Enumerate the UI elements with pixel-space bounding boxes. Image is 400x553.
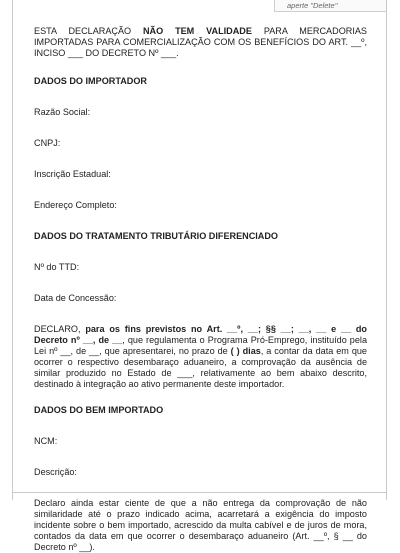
declaration-part-c: , que regulamenta o Programa Pró-Emprego, instituído pela Lei nº __, de __, que apresentarei, no prazo de bbox=[34, 335, 367, 356]
importer-section-title: DADOS DO IMPORTADOR bbox=[34, 76, 147, 86]
declaration-part-b: para os fins previstos no Art. __º, __; §§ __; __, __ e __ do Decreto nº __, de __ bbox=[34, 324, 367, 345]
declaration-part-e: , a contar da data em que ocorrer o respectivo desembaraço aduaneiro, a comprovação da ausência de similar produzido no Estado de ___, relativamente ao bem abaixo descrito, destinado à integração ao ativo permanente deste importador. bbox=[34, 346, 367, 389]
field-descricao: Descrição: bbox=[34, 467, 77, 477]
closing-paragraph: Declaro ainda estar ciente de que a não entrega da comprovação de não similaridade até o prazo indicado acima, acarretará a exigência do imposto incidente sobre o bem importado, acrescido da multa cabível e de juros de mora, contados da data em que ocorrer o desembaraço aduaneiro (Art. __º, § __ do Decreto nº __). bbox=[34, 498, 367, 552]
page-edge-right bbox=[386, 0, 387, 500]
delete-hint: aperte "Delete" bbox=[274, 0, 386, 12]
field-razao-social: Razão Social: bbox=[34, 107, 91, 117]
field-inscricao-estadual: Inscrição Estadual: bbox=[34, 169, 111, 179]
field-data-concessao: Data de Concessão: bbox=[34, 293, 117, 303]
goods-section-title: DADOS DO BEM IMPORTADO bbox=[34, 405, 164, 415]
field-endereco-completo: Endereço Completo: bbox=[34, 200, 117, 210]
declaration-part-a: DECLARO, bbox=[34, 324, 86, 334]
treatment-section-title: DADOS DO TRATAMENTO TRIBUTÁRIO DIFERENCIADO bbox=[34, 231, 279, 241]
field-ttd-number: Nº do TTD: bbox=[34, 262, 80, 272]
validity-notice-part-1: ESTA DECLARAÇÃO bbox=[34, 26, 143, 36]
field-cnpj: CNPJ: bbox=[34, 138, 61, 148]
declaration-part-d: ( ) dias bbox=[230, 346, 261, 356]
page-edge-left bbox=[12, 0, 13, 500]
field-ncm: NCM: bbox=[34, 436, 58, 446]
document-body bbox=[34, 26, 367, 553]
validity-notice bbox=[34, 26, 367, 59]
validity-notice-part-2: PARA MERCADORIAS IMPORTADAS PARA COMERCIALIZAÇÃO COM OS BENEFÍCIOS DO ART. __º, INCISO ___ DO DECRETO Nº ___. bbox=[34, 26, 367, 58]
validity-notice-emphasis: NÃO TEM VALIDADE bbox=[142, 26, 252, 36]
declaration-paragraph bbox=[34, 324, 367, 390]
